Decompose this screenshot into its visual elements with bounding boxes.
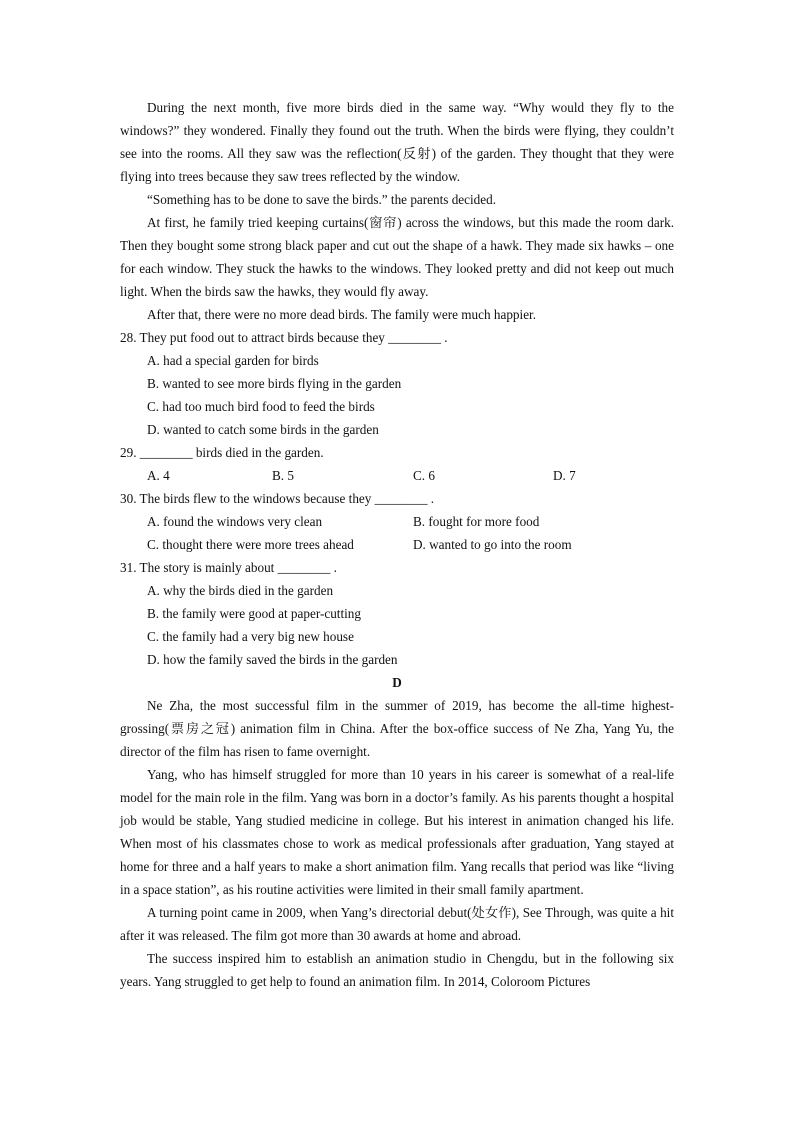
passage-c-paragraph: “Something has to be done to save the birds.” the parents decided. <box>147 192 497 207</box>
page-content <box>120 96 674 993</box>
passage-d-paragraph: The success inspired him to establish an animation studio in Chengdu, but in the following six years. Yang struggled to get help to found an animation film. In 2014, Coloroom Pictures <box>120 951 674 989</box>
option-c: C. 6 <box>413 468 435 483</box>
passage-c-paragraph: At first, he family tried keeping curtains(窗帘) across the windows, but this made the room dark. Then they bought some strong black paper and cut out the shape of a hawk. They made six hawks – one for each window. They stuck the hawks to the windows. They looked pretty and did not keep out much light. When the birds saw the hawks, they would fly away. <box>120 215 674 299</box>
question-30 <box>120 487 674 556</box>
options-row <box>120 510 674 533</box>
question-stem: 31. The story is mainly about ________ . <box>120 560 337 575</box>
question-29 <box>120 441 674 487</box>
option-a: A. why the birds died in the garden <box>147 583 334 598</box>
options-row <box>120 464 674 487</box>
passage-d-paragraph: A turning point came in 2009, when Yang’s directorial debut(处女作), See Through, was quite a hit after it was released. The film got more than 30 awards at home and abroad. <box>120 905 674 943</box>
option-b: B. 5 <box>272 468 294 483</box>
options-row <box>120 533 674 556</box>
option-a: A. 4 <box>147 468 170 483</box>
question-31 <box>120 556 674 671</box>
question-28 <box>120 326 674 441</box>
question-stem: 29. ________ birds died in the garden. <box>120 445 324 460</box>
option-d: D. 7 <box>553 468 576 483</box>
option-a: A. found the windows very clean <box>147 514 323 529</box>
option-d: D. wanted to go into the room <box>413 537 572 552</box>
option-b: B. fought for more food <box>413 514 540 529</box>
passage-d-paragraph: Yang, who has himself struggled for more than 10 years in his career is somewhat of a real-life model for the main role in the film. Yang was born in a doctor’s family. As his parents thought a hospital job would be stable, Yang studied medicine in college. But his interest in animation changed his life. When most of his classmates chose to work as medical professionals after graduation, Yang stayed at home for three and a half years to make a short animation film. Yang recalls that period was like “living in a space station”, as his routine activities were limited in their small family apartment. <box>120 767 674 897</box>
option-d: D. how the family saved the birds in the garden <box>147 652 398 667</box>
option-c: C. the family had a very big new house <box>147 629 354 644</box>
question-stem: 28. They put food out to attract birds because they ________ . <box>120 330 448 345</box>
option-b: B. wanted to see more birds flying in the garden <box>147 376 402 391</box>
option-a: A. had a special garden for birds <box>147 353 319 368</box>
passage-d-paragraph: Ne Zha, the most successful film in the summer of 2019, has become the all-time highest-grossing(票房之冠) animation film in China. After the box-office success of Ne Zha, Yang Yu, the director of the film has risen to fame overnight. <box>120 698 674 759</box>
section-title: D <box>392 675 402 690</box>
passage-c-paragraph: After that, there were no more dead birds. The family were much happier. <box>147 307 537 322</box>
option-c: C. had too much bird food to feed the birds <box>147 399 375 414</box>
question-stem: 30. The birds flew to the windows because they ________ . <box>120 491 435 506</box>
option-c: C. thought there were more trees ahead <box>147 537 354 552</box>
option-d: D. wanted to catch some birds in the garden <box>147 422 379 437</box>
passage-c-paragraph: During the next month, five more birds died in the same way. “Why would they fly to the windows?” they wondered. Finally they found out the truth. When the birds were flying, they couldn’t see into the rooms. All they saw was the reflection(反射) of the garden. They thought that they were flying into trees because they saw trees reflected by the window. <box>120 100 674 184</box>
option-b: B. the family were good at paper-cutting <box>147 606 361 621</box>
